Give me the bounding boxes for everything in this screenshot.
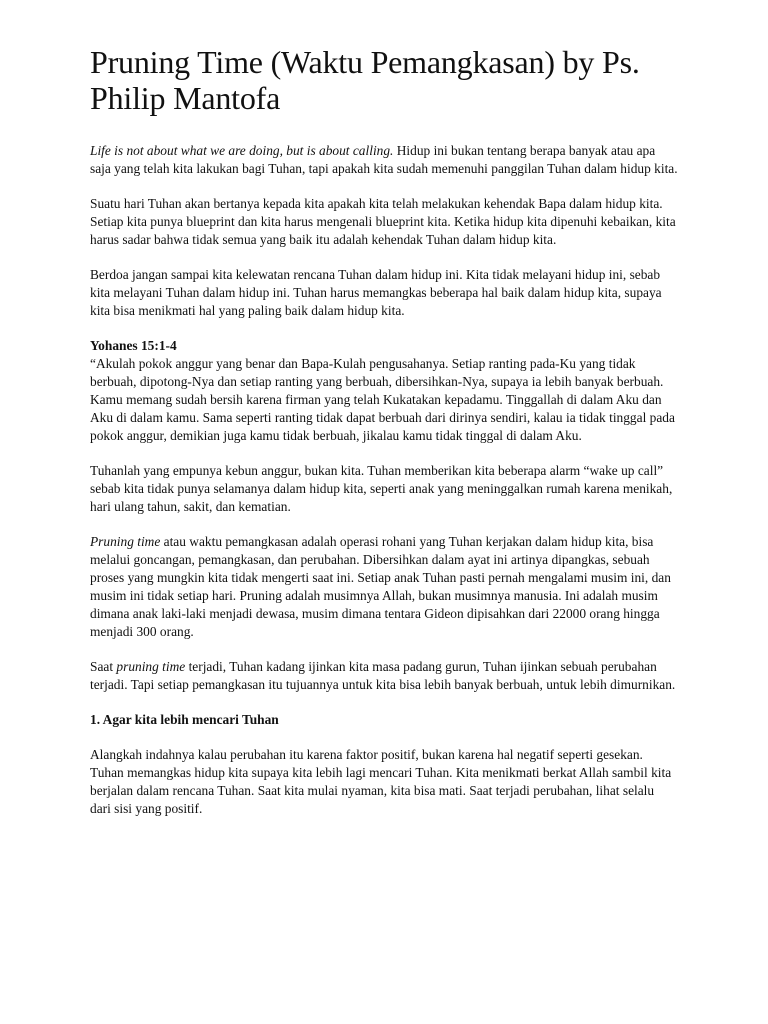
- paragraph-blueprint: Suatu hari Tuhan akan bertanya kepada kita apakah kita telah melakukan kehendak Bapa dalam hidup kita. Setiap kita punya blueprint dan kita harus mengenali blueprint kita. Ketika hidup kita dipenuhi kebaikan, kita harus sadar bahwa tidak semua yang baik itu adalah kehendak Tuhan dalam hidup kita.: [90, 196, 676, 247]
- paragraph-vineyard: Tuhanlah yang empunya kebun anggur, bukan kita. Tuhan memberikan kita beberapa alarm “wake up call” sebab kita tidak punya selamanya dalam hidup kita, seperti anak yang meninggalkan rumah karena menikah, hari ulang tahun, sakit, dan kematian.: [90, 463, 673, 514]
- page-title: Pruning Time (Waktu Pemangkasan) by Ps. Philip Mantofa: [90, 44, 640, 116]
- paragraph-intro: [90, 142, 678, 178]
- pruning-purpose-lead: Saat: [90, 659, 117, 674]
- pruning-time-italic: Pruning time: [90, 534, 161, 549]
- paragraph-pruning-purpose: [90, 658, 678, 694]
- intro-italic-quote: Life is not about what we are doing, but is about calling.: [90, 143, 394, 158]
- paragraph-pruning-definition: [90, 533, 678, 641]
- verse-reference: Yohanes 15:1-4: [90, 338, 177, 353]
- pruning-definition-text: atau waktu pemangkasan adalah operasi rohani yang Tuhan kerjakan dalam hidup kita, bisa melalui goncangan, pemangkasan, dan perubahan. Dibersihkan dalam ayat ini artinya dipangkas, sebuah proses yang mungkin kita tidak mengerti saat ini. Setiap anak Tuhan pasti pernah mengalami musim ini, dan musim ini tidak setiap hari. Pruning adalah musimnya Allah, bukan musimnya manusia. Ini adalah musim dimana anak laki-laki menjadi dewasa, musim dimana tentara Gideon dipisahkan dari 22000 orang hingga menjadi 300 orang.: [90, 534, 671, 639]
- paragraph-seek-god: Alangkah indahnya kalau perubahan itu karena faktor positif, bukan karena hal negatif seperti gesekan. Tuhan memangkas hidup kita supaya kita lebih lagi mencari Tuhan. Kita menikmati berkat Allah sambil kita berjalan dalam rencana Tuhan. Saat kita mulai nyaman, kita bisa mati. Saat terjadi perubahan, lihat selalu dari sisi yang positif.: [90, 747, 672, 816]
- section-heading-1: 1. Agar kita lebih mencari Tuhan: [90, 712, 279, 727]
- verse-block: [90, 337, 678, 445]
- pruning-time-italic-2: pruning time: [116, 659, 186, 674]
- paragraph-prayer: Berdoa jangan sampai kita kelewatan rencana Tuhan dalam hidup ini. Kita tidak melayani hidup ini, sebab kita melayani Tuhan dalam hidup ini. Tuhan harus memangkas beberapa hal baik dalam hidup kita, supaya kita bisa menikmati hal yang paling baik dalam hidup kita.: [90, 267, 662, 318]
- intro-text: Hidup ini bukan tentang berapa banyak atau apa saja yang telah kita lakukan bagi Tuhan, tapi apakah kita sudah memenuhi panggilan Tuhan dalam hidup kita.: [90, 143, 678, 176]
- verse-text: “Akulah pokok anggur yang benar dan Bapa-Kulah pengusahanya. Setiap ranting pada-Ku yang tidak berbuah, dipotong-Nya dan setiap ranting yang berbuah, dibersihkan-Nya, supaya ia lebih banyak berbuah. Kamu memang sudah bersih karena firman yang telah Kukatakan kepadamu. Tinggallah di dalam Aku dan Aku di dalam kamu. Sama seperti ranting tidak dapat berbuah dari dirinya sendiri, kalau ia tidak tinggal pada pokok anggur, demikian juga kamu tidak berbuah, jikalau kamu tidak tinggal di dalam Aku.: [90, 356, 675, 443]
- pruning-purpose-text: terjadi, Tuhan kadang ijinkan kita masa padang gurun, Tuhan ijinkan sebuah perubahan terjadi. Tapi setiap pemangkasan itu tujuannya untuk kita bisa lebih banyak berbuah, untuk lebih dimurnikan.: [90, 659, 676, 692]
